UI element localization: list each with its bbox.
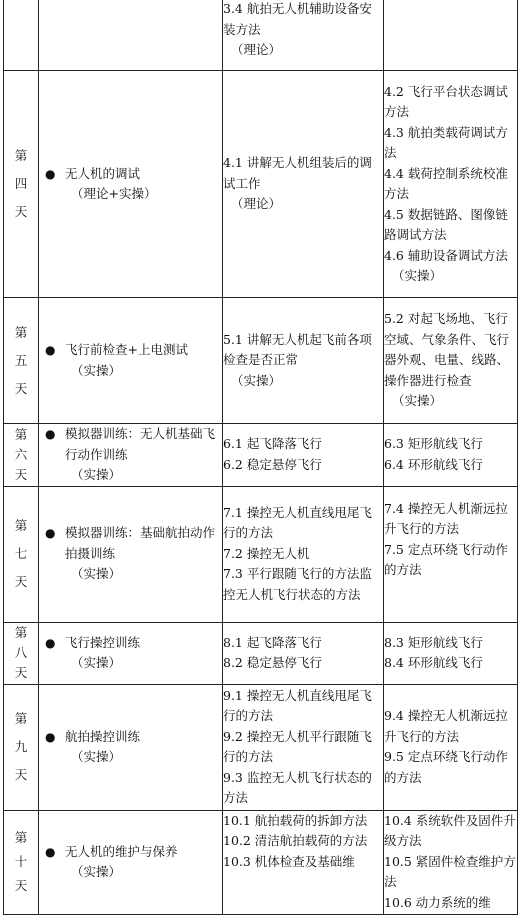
day-label: 第九天 — [14, 711, 28, 782]
day-label: 第七天 — [14, 518, 28, 589]
day-cell — [4, 486, 39, 622]
content-item: 9.4 操控无人机渐远拉升飞行的方法 — [384, 708, 508, 744]
topic-cell — [39, 810, 223, 914]
content-cell-b — [384, 298, 518, 424]
content-cell-b — [384, 71, 518, 298]
content-item: 4.5 数据链路、图像链路调试方法 — [384, 206, 508, 242]
topic-title: 飞行前检查+上电测试 — [65, 342, 188, 357]
day-label: 第六天 — [14, 426, 28, 482]
content-item: 9.5 定点环绕飞行动作的方法 — [384, 749, 508, 785]
content-item: 7.1 操控无人机直线甩尾飞行的方法 — [223, 504, 372, 541]
topic-cell — [39, 424, 223, 487]
topic-title: 航拍操控训练 — [65, 728, 141, 744]
content-item: 5.1 讲解无人机起飞前各项检查是否正常 — [223, 331, 372, 368]
schedule-table — [3, 0, 518, 915]
table-row — [4, 684, 518, 810]
day-cell — [4, 0, 39, 71]
topic-cell — [39, 71, 223, 298]
content-item: 10.1 航拍载荷的拆卸方法 — [223, 812, 368, 828]
content-cell-b — [384, 424, 518, 487]
content-item: 8.1 起飞降落飞行 — [223, 634, 322, 650]
content-cell-a — [223, 486, 384, 622]
content-item: 7.4 操控无人机渐远拉升飞行的方法 — [384, 500, 508, 536]
content-cell-a — [223, 424, 384, 487]
topic-note: （理论+实操） — [71, 186, 157, 201]
table-row — [4, 298, 518, 424]
content-item: 4.4 载荷控制系统校准方法 — [384, 165, 508, 201]
topic-cell — [39, 622, 223, 684]
content-item: 8.4 环形航线飞行 — [384, 655, 483, 670]
content-cell-a — [223, 810, 384, 914]
content-cell-b — [384, 0, 518, 71]
bullet-icon: ● — [45, 635, 56, 650]
day-label: 第四天 — [14, 148, 28, 219]
content-item: 7.5 定点环绕飞行动作的方法 — [384, 541, 508, 577]
topic-cell — [39, 684, 223, 810]
bullet-icon: ● — [45, 729, 56, 744]
table-row — [4, 0, 518, 71]
content-cell-b — [384, 486, 518, 622]
content-item: 9.3 监控无人机飞行状态的方法 — [223, 769, 372, 805]
day-cell — [4, 298, 39, 424]
content-item: 4.2 飞行平台状态调试方法 — [384, 83, 508, 119]
table-row — [4, 810, 518, 914]
content-item: 9.1 操控无人机直线甩尾飞行的方法 — [223, 687, 372, 723]
content-item: 4.6 辅助设备调试方法 — [384, 247, 508, 263]
table-row — [4, 622, 518, 684]
content-cell-a — [223, 684, 384, 810]
content-item: 10.4 系统软件及固件升级方法 — [384, 812, 516, 848]
topic-note: （实操） — [71, 749, 122, 764]
day-cell — [4, 684, 39, 810]
bullet-icon: ● — [45, 343, 56, 357]
topic-cell — [39, 298, 223, 424]
content-item: 6.3 矩形航线飞行 — [384, 436, 483, 452]
content-item: 10.3 机体检查及基础维 — [223, 853, 355, 869]
content-note: （实操） — [392, 268, 443, 283]
content-item: 5.2 对起飞场地、飞行空域、气象条件、飞行器外观、电量、线路、操作器进行检查 — [384, 311, 510, 388]
topic-cell — [39, 0, 223, 71]
bullet-icon: ● — [45, 526, 56, 541]
table-row — [4, 486, 518, 622]
content-item: 6.1 起飞降落飞行 — [223, 436, 322, 452]
content-cell-a — [223, 298, 384, 424]
content-item: 3.4 航拍无人机辅助设备安装方法 — [223, 1, 372, 37]
content-note: （理论） — [231, 196, 282, 212]
content-item: 8.2 稳定悬停飞行 — [223, 655, 322, 670]
schedule-body — [4, 0, 518, 914]
day-label: 第八天 — [14, 624, 28, 680]
topic-title: 模拟器训练：无人机基础飞行动作训练 — [65, 426, 216, 462]
topic-note: （实操） — [71, 362, 122, 378]
topic-note: （实操） — [71, 467, 122, 482]
content-cell-a — [223, 71, 384, 298]
topic-title: 飞行操控训练 — [65, 634, 141, 650]
content-item: 7.3 平行跟随飞行的方法监控无人机飞行状态的方法 — [223, 566, 372, 602]
content-note: （实操） — [231, 372, 282, 388]
topic-title: 无人机的调试 — [65, 165, 141, 181]
day-cell — [4, 622, 39, 684]
content-cell-b — [384, 622, 518, 684]
table-row — [4, 71, 518, 298]
content-cell-b — [384, 810, 518, 914]
content-cell-a — [223, 0, 384, 71]
day-cell — [4, 71, 39, 298]
content-cell-b — [384, 684, 518, 810]
bullet-icon: ● — [45, 427, 56, 441]
content-note: （实操） — [392, 393, 443, 409]
table-row — [4, 424, 518, 487]
topic-note: （实操） — [71, 655, 122, 670]
topic-note: （实操） — [71, 566, 122, 582]
topic-title: 无人机的维护与保养 — [65, 843, 178, 859]
content-cell-a — [223, 622, 384, 684]
content-item: 8.3 矩形航线飞行 — [384, 634, 483, 650]
bullet-icon: ● — [45, 166, 56, 181]
day-label: 第十天 — [14, 830, 28, 893]
day-cell — [4, 424, 39, 487]
topic-note: （实操） — [71, 864, 122, 879]
content-item: 4.1 讲解无人机组装后的调试工作 — [223, 155, 372, 191]
content-item: 7.2 操控无人机 — [223, 545, 310, 561]
content-item: 6.4 环形航线飞行 — [384, 456, 483, 472]
content-item: 9.2 操控无人机平行跟随飞行的方法 — [223, 728, 372, 764]
day-label: 第五天 — [14, 324, 28, 396]
bullet-icon: ● — [45, 844, 56, 859]
day-cell — [4, 810, 39, 914]
content-item: 10.2 清洁航拍载荷的方法 — [223, 833, 368, 848]
content-item: 10.5 紧固件检查维护方法 — [384, 853, 516, 889]
content-note: （理论） — [231, 42, 282, 57]
topic-title: 模拟器训练：基础航拍动作拍摄训练 — [65, 525, 216, 561]
content-item: 10.6 动力系统的维 — [384, 894, 491, 910]
topic-cell — [39, 486, 223, 622]
content-item: 4.3 航拍类载荷调试方法 — [384, 124, 508, 160]
content-item: 6.2 稳定悬停飞行 — [223, 456, 322, 472]
